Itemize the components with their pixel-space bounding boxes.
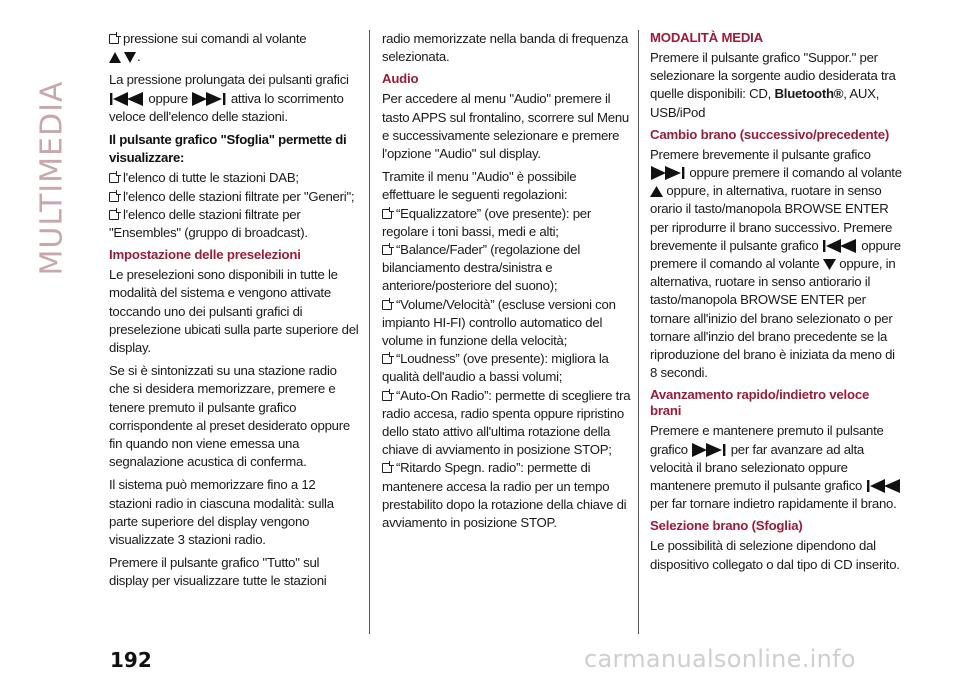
up-arrow-icon xyxy=(650,185,663,198)
list-item: “Volume/Velocità” (escluse versioni con impianto HI-FI) controllo automatico del volume in funzione della velocità; xyxy=(382,296,616,349)
subheading: Il pulsante grafico "Sfoglia" permette di visualizzare: xyxy=(109,132,347,166)
paragraph: Premere il pulsante grafico "Tutto" sul display per visualizzare tutte le stazioni xyxy=(109,555,327,589)
column-2 xyxy=(382,30,632,532)
column-divider xyxy=(369,30,370,634)
bullet-icon xyxy=(382,300,392,310)
column-divider xyxy=(638,30,639,634)
bluetooth-text: Bluetooth® xyxy=(774,86,844,102)
bullet-icon xyxy=(109,173,119,183)
fast-forward-icon xyxy=(691,443,727,457)
paragraph: attiva lo scorrimento veloce dell'elenco delle stazioni. xyxy=(109,90,344,124)
next-track-icon xyxy=(650,166,686,180)
section-label: MULTIMEDIA xyxy=(34,80,70,276)
list-item: “Ritardo Spegn. radio”: permette di mantenere accesa la radio per un tempo prestabilito dopo la rotazione della chiave di avviamento in posizione STOP. xyxy=(382,460,627,531)
paragraph: Le preselezioni sono disponibili in tutte le modalità del sistema e vengono attivate toccando uno dei pulsanti grafici di preselezione ubicati sulla parte superiore del display. xyxy=(109,267,359,356)
list-item: l'elenco delle stazioni filtrate per "Generi"; xyxy=(109,188,359,206)
column-1 xyxy=(109,30,359,591)
paragraph: oppure xyxy=(148,90,188,106)
page-number: 192 xyxy=(110,648,152,672)
heading-track-change: Cambio brano (successivo/precedente) xyxy=(650,126,890,142)
column-3: MODALITÀ MEDIA Premere il pulsante grafico "Suppor." per selezionare la sorgente audio desiderata tra quelle disponibili: CD, Bluetooth®, AUX, USB/iPod Cambio brano (successivo/precedente) Premere brevemente il pulsante grafico oppure premere il comando al volante oppure, in alternativa, ruotare in senso orario il tasto/manopola BROWSE ENTER per riprodurre il brano successivo. Premere brevemente il pulsante grafico oppure premere il comando al volante oppure, in alternativa, ruotare in senso antiorario il tasto/manopola BROWSE ENTER per tornare all'inizio del brano selezionato o per tornare all'inzio del brano precedente se la riproduzione del brano è iniziata da meno di 8 secondi. Avanzamento rapido/indietro veloce brani Premere e mantenere premuto il pulsante grafico per far avanzare ad alta velocità il brano selezionato oppure mantenere premuto il pulsante grafico per far tornare indietro rapidamente il brano. Selezione brano (Sfoglia) Le possibilità di selezione dipendono dal dispositivo collegato o dal tipo di CD inserito. xyxy=(650,30,902,574)
bullet-icon xyxy=(109,210,119,220)
bullet-icon xyxy=(382,354,392,364)
rewind-icon xyxy=(866,479,902,493)
down-arrow-icon xyxy=(823,258,836,271)
bullet-icon xyxy=(382,209,392,219)
bullet-icon xyxy=(382,245,392,255)
heading-browse: Selezione brano (Sfoglia) xyxy=(650,518,803,534)
bullet-icon xyxy=(109,34,119,44)
list-item: “Equalizzatore” (ove presente): per regolare i toni bassi, medi e alti; xyxy=(382,205,592,239)
watermark: carmanualsonline.info xyxy=(584,645,856,673)
previous-track-icon xyxy=(822,239,858,253)
bullet-icon xyxy=(109,192,119,202)
paragraph: Se si è sintonizzati su una stazione radio che si desidera memorizzare, premere e tenere premuto il pulsante grafico corrispondente al preset desiderato oppure fin quando non viene emessa una segnalazione acustica di conferma. xyxy=(109,363,350,470)
heading-presets: Impostazione delle preselezioni xyxy=(109,247,301,263)
bullet-icon xyxy=(382,391,392,401)
paragraph: Il sistema può memorizzare fino a 12 stazioni radio in ciascuna modalità: sulla parte superiore del display vengono visualizzate 3 stazioni radio. xyxy=(109,477,334,548)
paragraph: Per accedere al menu "Audio" premere il tasto APPS sul frontalino, scorrere sul Menu e successivamente selezionare e premere l'opzione "Audio" sul display. xyxy=(382,91,630,162)
paragraph: radio memorizzate nella banda di frequenza selezionata. xyxy=(382,31,629,65)
heading-fast-forward: Avanzamento rapido/indietro veloce brani xyxy=(650,387,870,419)
paragraph: La pressione prolungata dei pulsanti grafici xyxy=(109,72,349,88)
bullet-icon xyxy=(382,463,392,473)
paragraph: Tramite il menu "Audio" è possibile effettuare le seguenti regolazioni: xyxy=(382,169,577,203)
list-item: l'elenco delle stazioni filtrate per "Ensembles" (gruppo di broadcast). xyxy=(109,206,308,241)
list-item: “Loudness” (ove presente): migliora la qualità dell'audio a bassi volumi; xyxy=(382,351,609,385)
list-item: “Balance/Fader” (regolazione del bilanciamento destra/sinistra e anteriore/posteriore del suono); xyxy=(382,242,581,294)
heading-audio: Audio xyxy=(382,71,419,87)
up-down-arrows-icon xyxy=(109,50,137,64)
heading-media: MODALITÀ MEDIA xyxy=(650,30,763,45)
rewind-icon xyxy=(109,92,145,106)
bullet-end: . xyxy=(137,49,141,65)
bullet-text: pressione sui comandi al volante xyxy=(123,31,307,46)
fast-forward-icon xyxy=(191,92,227,106)
paragraph: Premere il pulsante grafico "Suppor." per selezionare la sorgente audio desiderata tra quelle disponibili: CD, xyxy=(650,50,896,102)
paragraph: Le possibilità di selezione dipendono dal dispositivo collegato o dal tipo di CD inserito. xyxy=(650,538,900,572)
list-item: l'elenco di tutte le stazioni DAB; xyxy=(109,169,359,187)
list-item: “Auto-On Radio”: permette di scegliere tra radio accesa, radio spenta oppure ripristino dello stato attivo all'ultima rotazione della chiave di avviamento in posizione STOP; xyxy=(382,387,631,458)
